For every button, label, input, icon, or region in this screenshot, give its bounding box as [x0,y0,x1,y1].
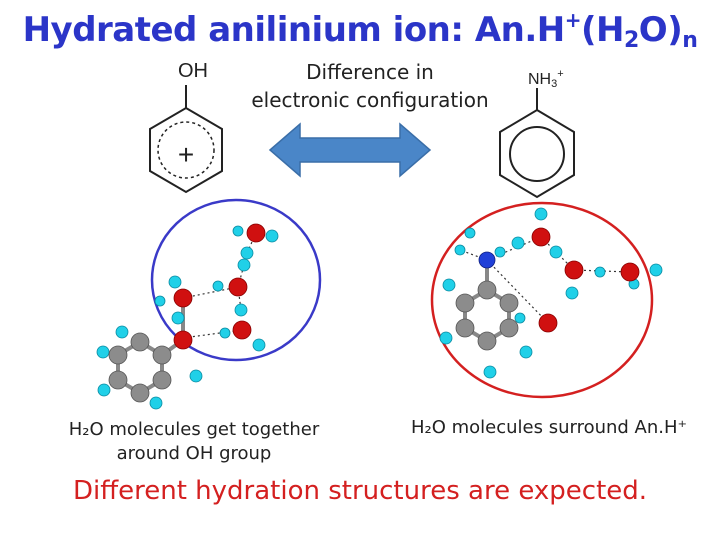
nitrogen-atom [479,252,495,268]
caption-left-line-1: H₂O molecules get together [68,419,320,440]
difference-line-2: electronic configuration [251,88,489,112]
phenol-hydrate-model [97,224,278,409]
caption-right: H₂O molecules surround An.H⁺ [410,417,688,438]
nh3-base: NH [528,71,552,88]
phenol-oh-label: OH [178,60,208,82]
nh3-subscript: 3 [551,78,558,90]
title-subscript-n: n [682,28,698,53]
title-water-open: (H [580,10,624,50]
title-superscript: + [564,8,581,32]
anilinium-hydrate-model [440,208,662,378]
anilinium-structure [500,88,574,197]
nh3-superscript: + [557,68,564,80]
ring-charge-plus: + [177,139,195,170]
title-text: Hydrated anilinium ion: An.H [22,10,565,50]
title-subscript-2: 2 [623,28,639,53]
title-water-close: O) [638,10,683,50]
double-arrow [270,124,430,176]
conclusion-text: Different hydration structures are expected. [72,476,648,506]
caption-left-line-2: around OH group [116,443,272,464]
difference-line-1: Difference in [306,60,434,84]
caption-left [44,418,344,466]
double-arrow-icon [270,124,430,176]
anilinium-ring [500,110,574,197]
anilinium-aromatic-circle [510,127,564,181]
